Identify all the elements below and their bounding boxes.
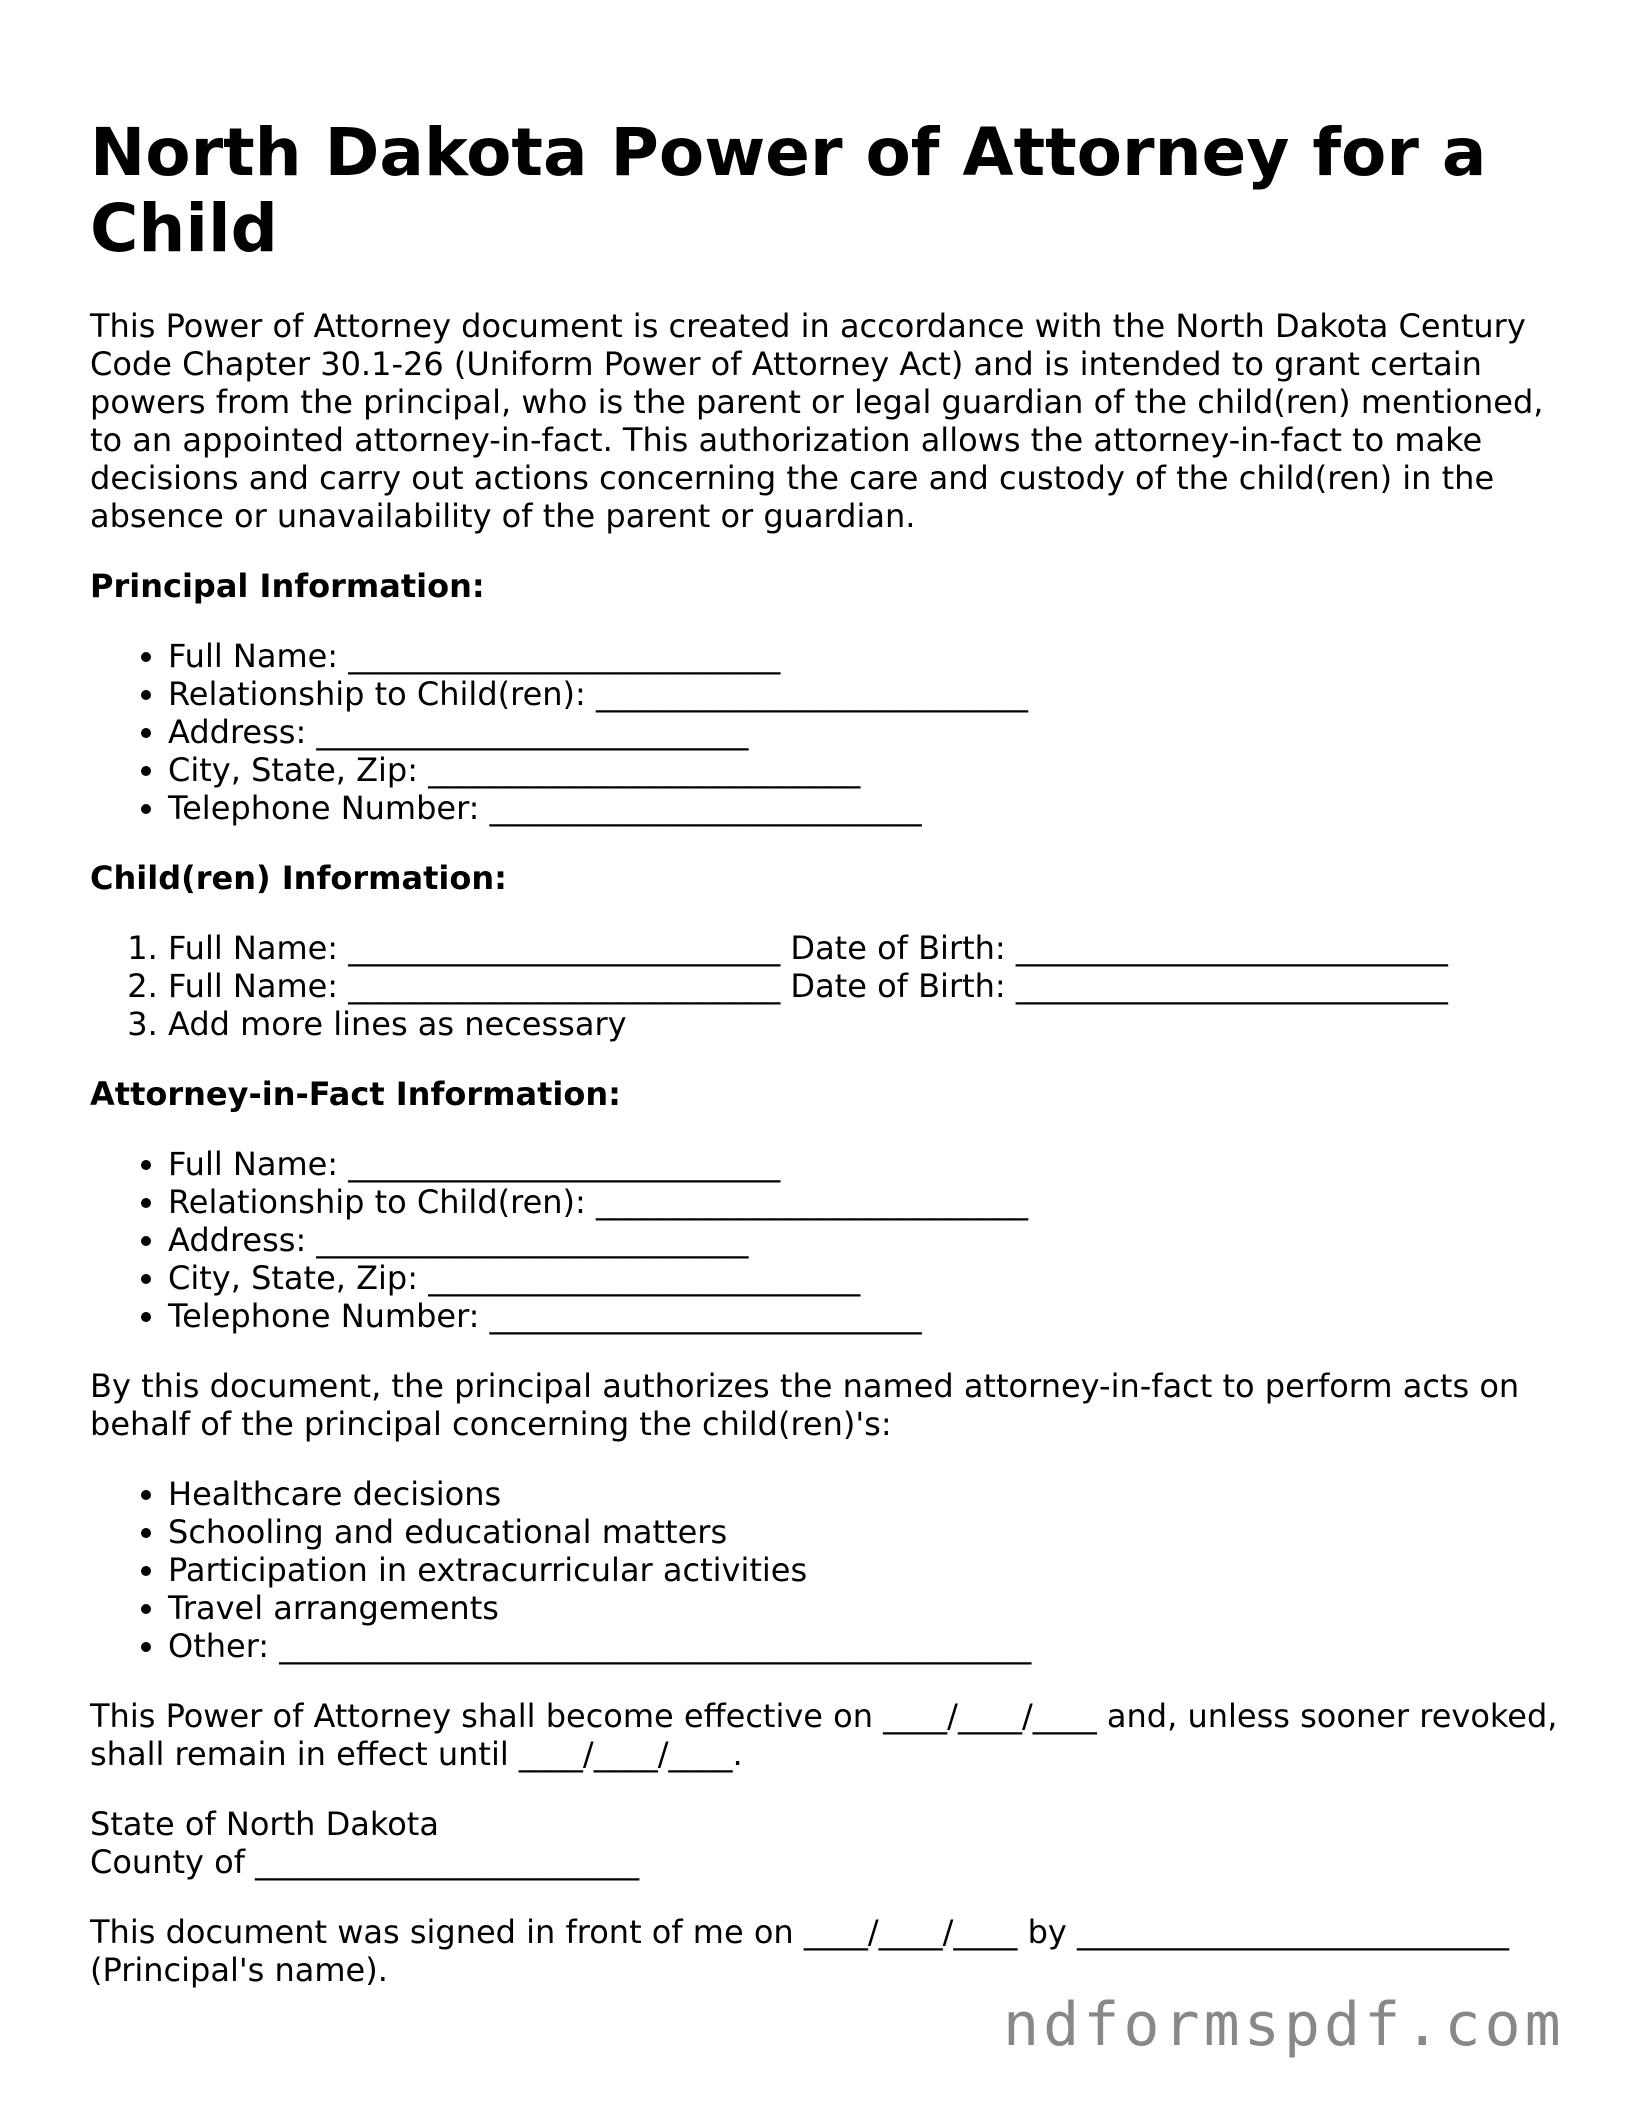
auth-healthcare: • Healthcare decisions xyxy=(168,1475,1560,1513)
principal-list xyxy=(90,637,1560,827)
principal-telephone: • Telephone Number: ___________________________ xyxy=(168,789,1560,827)
attorney-city-state-zip: • City, State, Zip: ___________________________ xyxy=(168,1259,1560,1297)
auth-travel: • Travel arrangements xyxy=(168,1589,1560,1627)
principal-full-name: • Full Name: ___________________________ xyxy=(168,637,1560,675)
watermark: ndformspdf.com xyxy=(1003,1990,1565,2060)
attorney-relationship: • Relationship to Child(ren): ___________________________ xyxy=(168,1183,1560,1221)
attorney-address: • Address: ___________________________ xyxy=(168,1221,1560,1259)
auth-extracurricular: • Participation in extracurricular activities xyxy=(168,1551,1560,1589)
attorney-list xyxy=(90,1145,1560,1335)
authorization-list xyxy=(90,1475,1560,1665)
principal-relationship: • Relationship to Child(ren): ___________________________ xyxy=(168,675,1560,713)
county-line: County of ________________________ xyxy=(90,1843,640,1881)
document-page xyxy=(90,0,1560,1989)
auth-schooling: • Schooling and educational matters xyxy=(168,1513,1560,1551)
venue-block xyxy=(90,1805,1560,1881)
children-heading: Child(ren) Information: xyxy=(90,859,507,897)
children-list xyxy=(90,929,1560,1043)
principal-city-state-zip: • City, State, Zip: ___________________________ xyxy=(168,751,1560,789)
auth-other: • Other: _______________________________________________ xyxy=(168,1627,1560,1665)
child-line-2: 2. Full Name: ___________________________ Date of Birth: ___________________________ xyxy=(168,967,1560,1005)
signed-paragraph: This document was signed in front of me on ____/____/____ by ___________________________ (Principal's name). xyxy=(90,1913,1510,1989)
effective-dates-paragraph: This Power of Attorney shall become effective on ____/____/____ and, unless sooner revoked, shall remain in effect until ____/____/____. xyxy=(90,1697,1558,1773)
authorization-paragraph: By this document, the principal authorizes the named attorney-in-fact to perform acts on behalf of the principal concerning the child(ren)'s: xyxy=(90,1367,1520,1443)
state-line: State of North Dakota xyxy=(90,1805,439,1843)
intro-paragraph: This Power of Attorney document is created in accordance with the North Dakota Century Code Chapter 30.1-26 (Uniform Power of Attorney Act) and is intended to grant certain powers from the principal, who is the parent or legal guardian of the child(ren) mentioned, to an appointed attorney-in-fact. This authorization allows the attorney-in-fact to make decisions and carry out actions concerning the care and custody of the child(ren) in the absence or unavailability of the parent or guardian. xyxy=(90,307,1544,535)
attorney-heading: Attorney-in-Fact Information: xyxy=(90,1075,621,1113)
child-line-more: 3. Add more lines as necessary xyxy=(168,1005,1560,1043)
attorney-full-name: • Full Name: ___________________________ xyxy=(168,1145,1560,1183)
attorney-telephone: • Telephone Number: ___________________________ xyxy=(168,1297,1560,1335)
document-title: North Dakota Power of Attorney for a Child xyxy=(90,114,1487,267)
principal-address: • Address: ___________________________ xyxy=(168,713,1560,751)
child-line-1: 1. Full Name: ___________________________ Date of Birth: ___________________________ xyxy=(168,929,1560,967)
principal-heading: Principal Information: xyxy=(90,567,485,605)
